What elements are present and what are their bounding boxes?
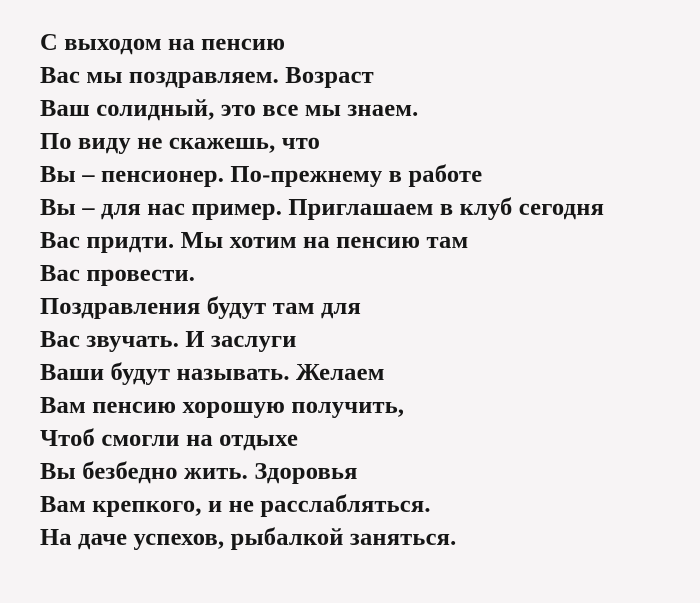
poem-line: Ваши будут называть. Желаем (40, 359, 385, 386)
poem-line: Вы безбедно жить. Здоровья (40, 458, 358, 485)
poem-line: По виду не скажешь, что (40, 128, 321, 155)
poem-line: Вы – для нас пример. Приглашаем в клуб сегодня (40, 194, 605, 221)
poem-line: Вам пенсию хорошую получить, (40, 392, 405, 419)
poem-line: Вы – пенсионер. По-прежнему в работе (40, 161, 483, 188)
poem-line: Вас придти. Мы хотим на пенсию там (40, 227, 469, 254)
poem-line: С выходом на пенсию (40, 29, 286, 56)
poem-line: Поздравления будут там для (40, 293, 361, 320)
poem-line: Вам крепкого, и не расслабляться. (40, 491, 431, 518)
poem-line: Вас мы поздравляем. Возраст (40, 62, 374, 89)
poem-line: Вас провести. (40, 260, 196, 287)
poem-line: Вас звучать. И заслуги (40, 326, 297, 353)
poem-line: На даче успехов, рыбалкой заняться. (40, 524, 457, 551)
poem-line: Чтоб смогли на отдыхе (40, 425, 299, 452)
poem-line: Ваш солидный, это все мы знаем. (40, 95, 419, 122)
